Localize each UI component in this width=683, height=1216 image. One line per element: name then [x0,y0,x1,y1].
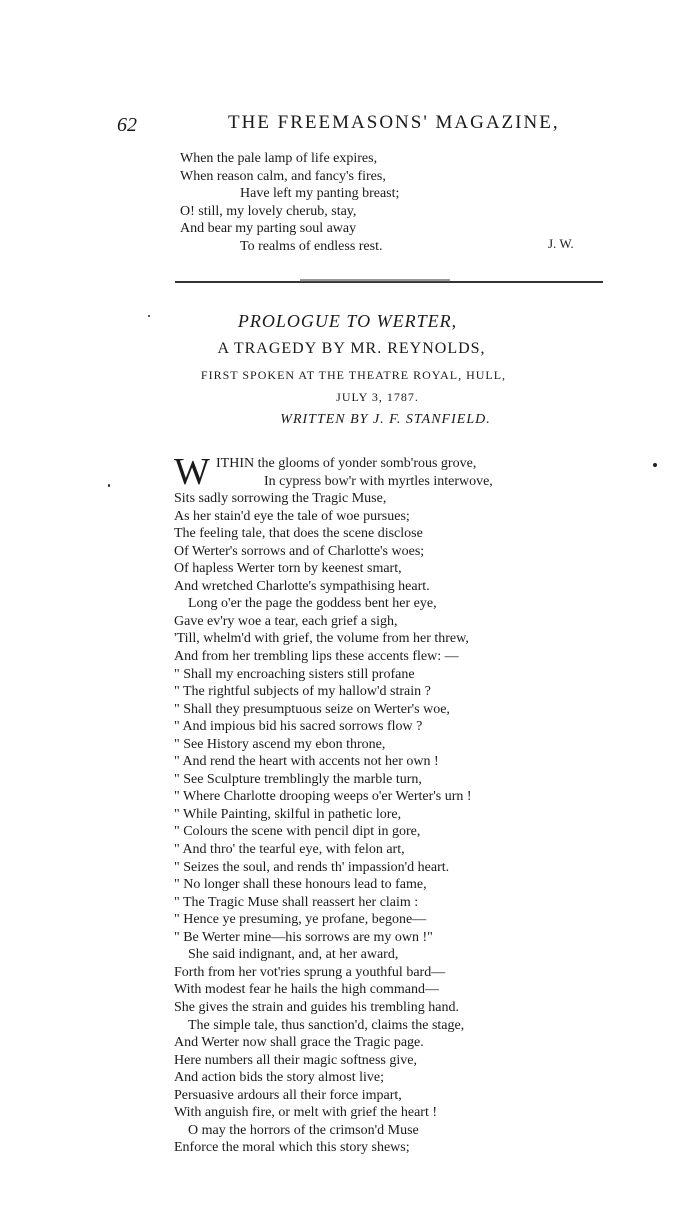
poem-line: Here numbers all their magic softness give, [174,1052,417,1068]
prologue-spoken: FIRST SPOKEN AT THE THEATRE ROYAL, HULL, [200,368,507,382]
verse-line: When reason calm, and fancy's fires, [180,168,386,184]
prologue-date: JULY 3, 1787. [336,390,419,404]
poem-line: Forth from her vot'ries sprung a youthful bard— [174,964,446,980]
poem-line: " Hence ye presuming, ye profane, begone— [174,912,427,928]
poem-line: " And thro' the tearful eye, with felon art, [174,842,405,858]
poem-line: Long o'er the page the goddess bent her eye, [188,596,437,612]
poem-line: She gives the strain and guides his trembling hand. [174,999,460,1015]
prologue-author: WRITTEN BY J. F. STANFIELD. [280,412,491,427]
poem-body [174,451,493,1157]
poem-line: " And rend the heart with accents not her own ! [174,754,439,770]
poem-line: " The rightful subjects of my hallow'd strain ? [174,684,431,700]
page-number: 62 [117,114,137,136]
prologue-title: PROLOGUE TO WERTER, [237,311,458,331]
section-divider-ornament [300,279,450,282]
poem-line: " No longer shall these honours lead to fame, [174,877,427,893]
poem-line: " Seizes the soul, and rends th' impassion'd heart. [174,859,450,875]
print-speck [108,484,110,487]
poem-line: Persuasive ardours all their force impart, [174,1087,402,1103]
poem-line: And Werter now shall grace the Tragic page. [174,1035,424,1051]
poem-line: " The Tragic Muse shall reassert her claim : [174,894,419,910]
poem-line: Of hapless Werter torn by keenest smart, [174,561,402,577]
signature: J. W. [548,236,574,251]
print-speck [653,463,657,467]
poem-line: 'Till, whelm'd with grief, the volume from her threw, [174,631,469,647]
poem-line: O may the horrors of the crimson'd Muse [188,1122,419,1138]
poem-line: ITHIN the glooms of yonder somb'rous grove, [216,456,477,471]
poem-line: " Be Werter mine—his sorrows are my own !" [174,929,433,945]
poem-line: " See Sculpture tremblingly the marble turn, [174,771,422,787]
prologue-subtitle: A TRAGEDY BY MR. REYNOLDS, [217,340,486,357]
verse-end [180,150,399,256]
poem-line: The simple tale, thus sanction'd, claims the stage, [188,1017,465,1033]
drop-cap: W [174,451,210,493]
poem-line: Enforce the moral which this story shews; [174,1140,410,1156]
verse-line: And bear my parting soul away [180,221,357,237]
poem-line: In cypress bow'r with myrtles interwove, [264,473,493,489]
poem-line: " Shall my encroaching sisters still profane [174,666,415,682]
poem-line: " See History ascend my ebon throne, [174,736,386,752]
poem-line: With anguish fire, or melt with grief the heart ! [174,1105,438,1121]
verse-line: O! still, my lovely cherub, stay, [180,203,357,219]
poem-line: " While Painting, skilful in pathetic lore, [174,806,402,822]
verse-line: To realms of endless rest. [240,238,383,254]
poem-line: And action bids the story almost live; [174,1070,384,1086]
verse-line: Have left my panting breast; [240,186,400,202]
running-title: THE FREEMASONS' MAGAZINE, [228,112,560,133]
poem-line: " Where Charlotte drooping weeps o'er Werter's urn ! [174,789,472,805]
poem-line: And from her trembling lips these accents flew: — [174,649,459,665]
poem-line: " Shall they presumptuous seize on Werter's woe, [174,701,450,717]
verse-line: When the pale lamp of life expires, [180,151,378,166]
poem-line: Sits sadly sorrowing the Tragic Muse, [174,491,387,507]
poem-line: " And impious bid his sacred sorrows flow ? [174,719,423,735]
poem-line: As her stain'd eye the tale of woe pursues; [174,508,410,524]
poem-line: With modest fear he hails the high command— [174,982,439,998]
poem-line: " Colours the scene with pencil dipt in gore, [174,824,421,840]
poem-line: She said indignant, and, at her award, [188,947,399,963]
poem-line: Of Werter's sorrows and of Charlotte's woes; [174,543,425,559]
poem-line: Gave ev'ry woe a tear, each grief a sigh, [174,613,398,629]
poem-line: The feeling tale, that does the scene disclose [174,526,423,542]
poem-line: And wretched Charlotte's sympathising heart. [174,578,430,594]
print-speck [148,315,150,317]
